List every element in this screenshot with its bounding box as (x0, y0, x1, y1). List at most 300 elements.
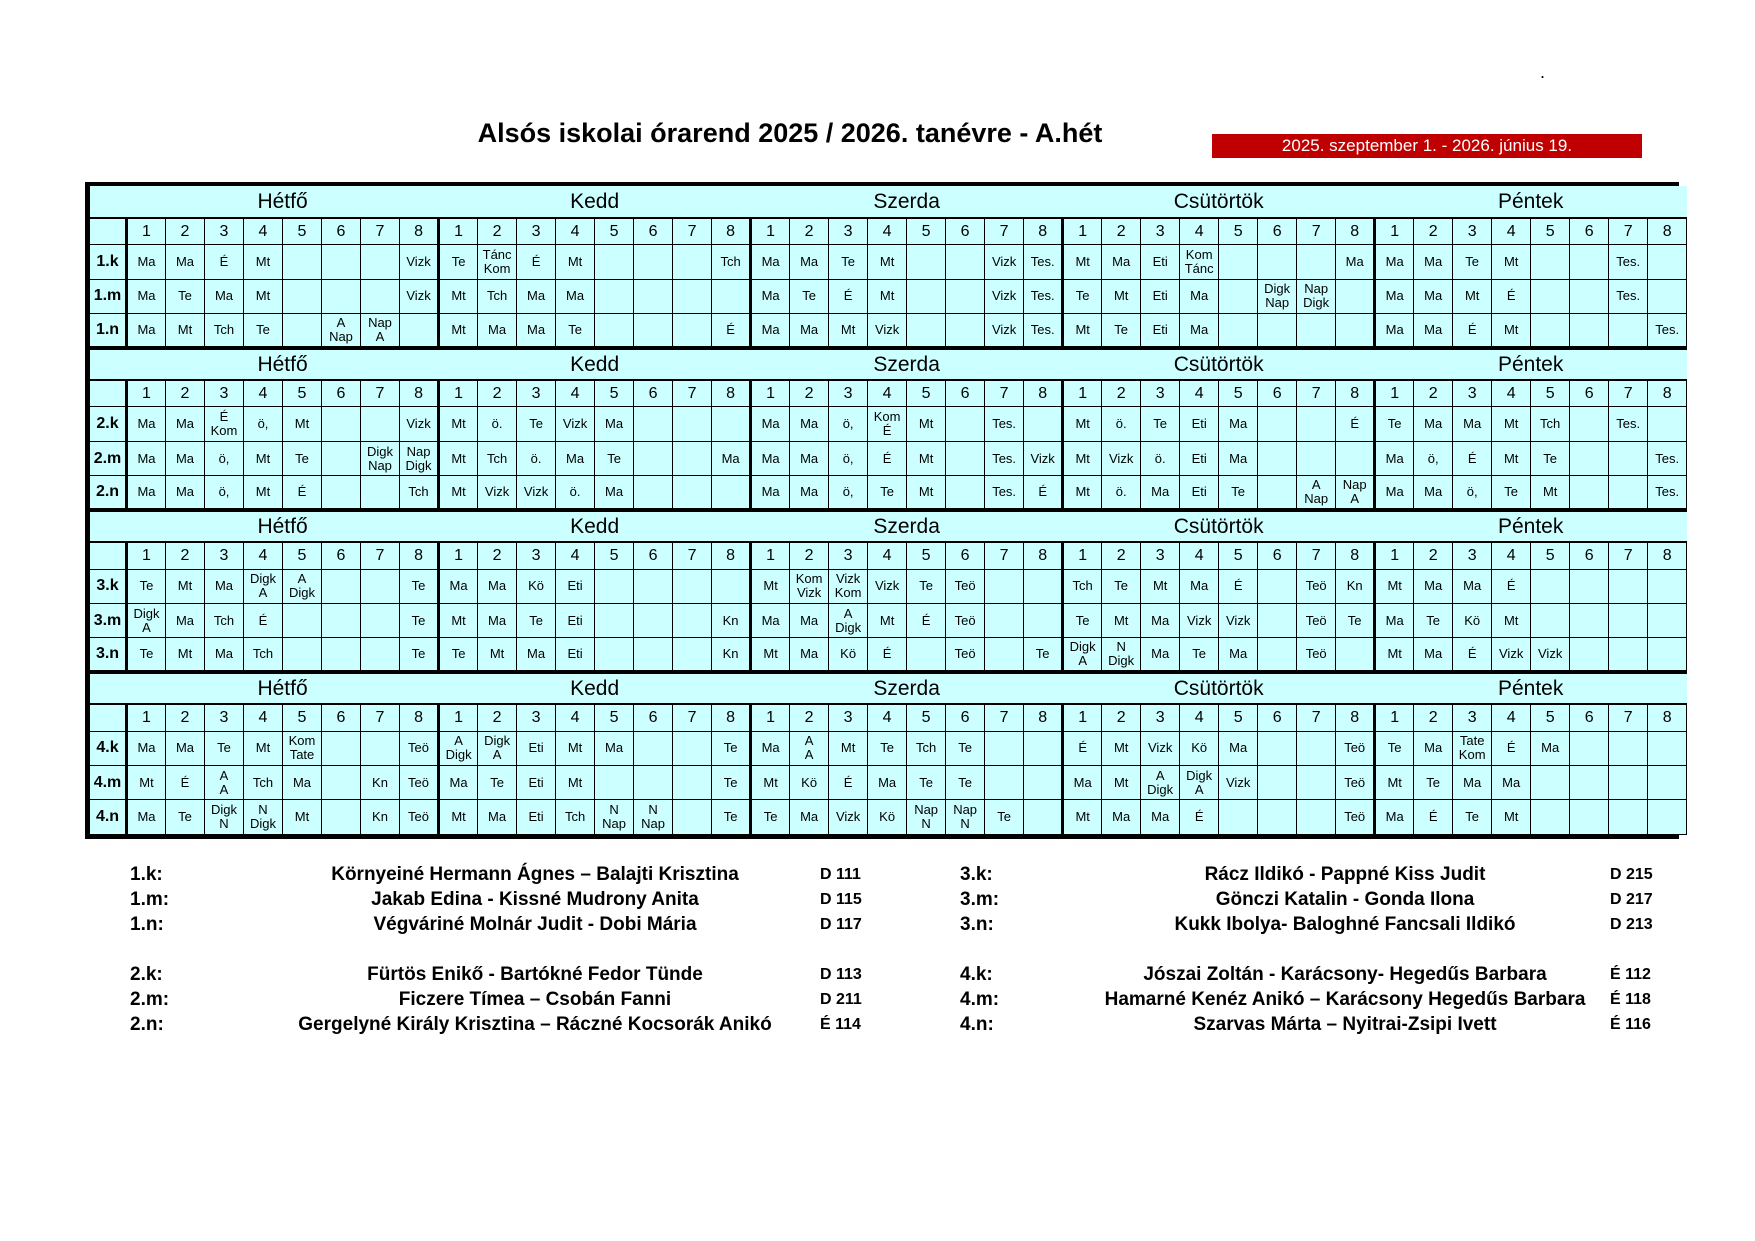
period-number: 8 (1024, 218, 1063, 245)
legend-class: 1.m: (130, 888, 170, 910)
day-header-row (90, 186, 1687, 218)
lesson-cell: Digk A (127, 603, 166, 637)
lesson-cell: Ma (1219, 407, 1258, 441)
lesson-cell: Kn (712, 638, 751, 672)
lesson-cell (1258, 476, 1297, 510)
period-number: 5 (1219, 542, 1258, 569)
period-number: 5 (1219, 218, 1258, 245)
lesson-cell: Te (712, 731, 751, 765)
period-number: 6 (1258, 380, 1297, 407)
day-header: Csütörtök (1063, 348, 1375, 380)
lesson-cell (1258, 407, 1297, 441)
period-number: 3 (517, 218, 556, 245)
period-number: 7 (1609, 542, 1648, 569)
lesson-cell (712, 476, 751, 510)
lesson-cell (1570, 800, 1609, 835)
lesson-cell (1297, 441, 1336, 475)
class-teacher-legend (130, 862, 1710, 1037)
lesson-cell: Mt (1063, 245, 1102, 279)
lesson-cell (361, 603, 400, 637)
lesson-cell: Mt (244, 279, 283, 313)
period-number: 4 (244, 704, 283, 731)
lesson-cell: Nap A (1336, 476, 1375, 510)
lesson-cell: Te (907, 569, 946, 603)
lesson-cell (1570, 441, 1609, 475)
timetable-grid (89, 186, 1687, 835)
lesson-cell: Ma (556, 279, 595, 313)
period-number-row (90, 542, 1687, 569)
lesson-cell (361, 569, 400, 603)
lesson-cell: É (829, 279, 868, 313)
lesson-cell: Te (127, 638, 166, 672)
period-number: 3 (829, 704, 868, 731)
lesson-cell (1648, 638, 1687, 672)
lesson-cell: Ma (1063, 766, 1102, 800)
lesson-cell: Te (1063, 279, 1102, 313)
lesson-cell (673, 731, 712, 765)
lesson-cell: A Digk (829, 603, 868, 637)
legend-class: 1.n: (130, 913, 164, 935)
period-number: 1 (1375, 704, 1414, 731)
lesson-cell: Vizk (1102, 441, 1141, 475)
lesson-cell (361, 638, 400, 672)
lesson-cell: Mt (439, 314, 478, 348)
lesson-cell: ö. (556, 476, 595, 510)
lesson-cell: Tch (712, 245, 751, 279)
legend-teachers: Gönczi Katalin - Gonda Ilona (1215, 888, 1475, 910)
legend-row (130, 1012, 1710, 1037)
lesson-cell: Vizk (868, 569, 907, 603)
lesson-cell: Mt (439, 407, 478, 441)
lesson-cell: Te (244, 314, 283, 348)
lesson-cell: Mt (478, 638, 517, 672)
lesson-cell: Ma (751, 441, 790, 475)
lesson-cell: Mt (907, 441, 946, 475)
lesson-cell: Tch (205, 314, 244, 348)
period-number: 1 (1375, 218, 1414, 245)
lesson-cell: Mt (1102, 766, 1141, 800)
lesson-cell: Vizk (985, 314, 1024, 348)
lesson-cell: Vizk (1492, 638, 1531, 672)
period-number: 8 (712, 542, 751, 569)
day-header-row (90, 672, 1687, 704)
lesson-cell: Ma (556, 441, 595, 475)
period-number: 5 (595, 380, 634, 407)
lesson-cell: Mt (1492, 603, 1531, 637)
period-number: 5 (595, 704, 634, 731)
legend-room: D 111 (820, 865, 861, 883)
period-number: 4 (1180, 542, 1219, 569)
lesson-cell: Ma (478, 603, 517, 637)
period-number: 3 (1453, 704, 1492, 731)
lesson-cell: Ma (127, 245, 166, 279)
lesson-cell: Ma (439, 766, 478, 800)
lesson-cell: Mt (907, 476, 946, 510)
lesson-cell: N Nap (634, 800, 673, 835)
lesson-cell: Ma (1414, 638, 1453, 672)
legend-room: D 217 (1610, 890, 1653, 908)
lesson-cell: Eti (1141, 279, 1180, 313)
lesson-cell: Ma (751, 279, 790, 313)
period-number: 4 (244, 218, 283, 245)
period-number: 4 (868, 218, 907, 245)
lesson-cell (322, 731, 361, 765)
lesson-cell: N Digk (244, 800, 283, 835)
lesson-cell (1219, 800, 1258, 835)
lesson-cell: Te (595, 441, 634, 475)
lesson-cell (322, 407, 361, 441)
period-number: 2 (1414, 542, 1453, 569)
lesson-cell (985, 731, 1024, 765)
lesson-cell: Vizk (1180, 603, 1219, 637)
lesson-cell: Ma (127, 441, 166, 475)
day-header: Szerda (751, 348, 1063, 380)
lesson-cell: Ma (751, 731, 790, 765)
period-number: 4 (1492, 380, 1531, 407)
lesson-cell: Kn (361, 766, 400, 800)
lesson-cell (1024, 407, 1063, 441)
lesson-cell (1609, 569, 1648, 603)
lesson-cell: Ma (1531, 731, 1570, 765)
lesson-cell: Mt (1492, 314, 1531, 348)
period-number: 7 (985, 704, 1024, 731)
lesson-cell: Tch (478, 279, 517, 313)
lesson-cell: Tch (1531, 407, 1570, 441)
lesson-cell: Mt (1453, 279, 1492, 313)
lesson-cell: ö, (829, 407, 868, 441)
lesson-cell: Eti (517, 766, 556, 800)
lesson-cell: Ma (1336, 245, 1375, 279)
lesson-cell (322, 603, 361, 637)
day-header-spacer (90, 348, 127, 380)
lesson-cell (1570, 766, 1609, 800)
lesson-cell: Teö (1297, 603, 1336, 637)
period-number: 7 (361, 542, 400, 569)
lesson-cell: Te (1102, 569, 1141, 603)
day-header-spacer (90, 510, 127, 542)
lesson-cell: ö. (1102, 407, 1141, 441)
period-number: 6 (322, 218, 361, 245)
lesson-cell: Teö (946, 638, 985, 672)
lesson-cell: Te (439, 245, 478, 279)
class-label: 2.m (90, 441, 127, 475)
period-number: 2 (1102, 704, 1141, 731)
lesson-cell: Mt (1492, 441, 1531, 475)
period-number: 4 (1180, 704, 1219, 731)
lesson-cell (1024, 569, 1063, 603)
lesson-cell: Te (790, 279, 829, 313)
lesson-cell (283, 245, 322, 279)
lesson-cell: Te (517, 407, 556, 441)
lesson-cell: É (1219, 569, 1258, 603)
lesson-cell: Eti (1180, 476, 1219, 510)
lesson-cell: Te (1414, 766, 1453, 800)
class-row (90, 245, 1687, 279)
period-row-spacer (90, 218, 127, 245)
lesson-cell: Ma (1414, 407, 1453, 441)
lesson-cell: Te (1141, 407, 1180, 441)
lesson-cell: Mt (283, 800, 322, 835)
lesson-cell: É (517, 245, 556, 279)
lesson-cell: Ma (166, 603, 205, 637)
lesson-cell: Tes. (1609, 279, 1648, 313)
period-number: 6 (946, 542, 985, 569)
lesson-cell: Ma (1219, 638, 1258, 672)
lesson-cell (1570, 476, 1609, 510)
lesson-cell: Ma (712, 441, 751, 475)
lesson-cell: É (1492, 569, 1531, 603)
lesson-cell (1336, 441, 1375, 475)
period-number: 2 (166, 542, 205, 569)
period-number: 3 (829, 380, 868, 407)
lesson-cell: Ma (439, 569, 478, 603)
lesson-cell: Mt (1063, 476, 1102, 510)
period-number: 1 (127, 380, 166, 407)
lesson-cell: Ma (790, 800, 829, 835)
lesson-cell (1336, 279, 1375, 313)
lesson-cell (1336, 314, 1375, 348)
lesson-cell: Ma (517, 638, 556, 672)
lesson-cell: Tes. (1648, 476, 1687, 510)
legend-room: D 213 (1610, 915, 1653, 933)
period-number: 7 (361, 218, 400, 245)
lesson-cell: Ma (790, 603, 829, 637)
period-number: 7 (1297, 542, 1336, 569)
period-number: 1 (751, 380, 790, 407)
lesson-cell (946, 407, 985, 441)
period-number: 5 (1531, 218, 1570, 245)
period-number: 6 (634, 542, 673, 569)
page-title: Alsós iskolai órarend 2025 / 2026. tanévre - A.hét (477, 118, 1103, 148)
period-number: 8 (400, 218, 439, 245)
lesson-cell: Digk N (205, 800, 244, 835)
period-number: 3 (205, 542, 244, 569)
period-number: 4 (868, 704, 907, 731)
lesson-cell: A Digk (283, 569, 322, 603)
lesson-cell: Ma (1492, 766, 1531, 800)
lesson-cell: Te (1180, 638, 1219, 672)
class-label: 1.n (90, 314, 127, 348)
period-number: 1 (1063, 704, 1102, 731)
period-number: 7 (361, 380, 400, 407)
lesson-cell: A Digk (1141, 766, 1180, 800)
lesson-cell: Nap Digk (400, 441, 439, 475)
lesson-cell (361, 245, 400, 279)
period-number: 3 (205, 380, 244, 407)
lesson-cell: Te (1219, 476, 1258, 510)
day-header: Péntek (1375, 510, 1687, 542)
lesson-cell: Eti (517, 731, 556, 765)
class-label: 1.k (90, 245, 127, 279)
lesson-cell: Ma (127, 279, 166, 313)
period-number: 8 (1336, 218, 1375, 245)
lesson-cell: Te (478, 766, 517, 800)
lesson-cell (1609, 731, 1648, 765)
lesson-cell: Mt (751, 766, 790, 800)
lesson-cell: É (166, 766, 205, 800)
lesson-cell (595, 569, 634, 603)
lesson-cell: É (244, 603, 283, 637)
lesson-cell: Ma (205, 569, 244, 603)
lesson-cell: Tch (556, 800, 595, 835)
period-number: 6 (1570, 542, 1609, 569)
period-number: 2 (478, 380, 517, 407)
legend-teachers: Kukk Ibolya- Baloghné Fancsali Ildikó (1174, 913, 1516, 935)
lesson-cell: Ma (166, 245, 205, 279)
lesson-cell: Mt (868, 603, 907, 637)
period-number: 2 (166, 380, 205, 407)
lesson-cell: Mt (1375, 766, 1414, 800)
lesson-cell: Te (1414, 603, 1453, 637)
lesson-cell (322, 441, 361, 475)
class-label: 3.n (90, 638, 127, 672)
lesson-cell: Te (985, 800, 1024, 835)
lesson-cell (1531, 314, 1570, 348)
period-number: 2 (1102, 542, 1141, 569)
period-number: 4 (556, 704, 595, 731)
lesson-cell (1297, 314, 1336, 348)
lesson-cell: Ma (1180, 279, 1219, 313)
lesson-cell (1258, 441, 1297, 475)
period-number: 3 (517, 380, 556, 407)
period-number: 8 (1024, 380, 1063, 407)
lesson-cell (1648, 800, 1687, 835)
lesson-cell: É (907, 603, 946, 637)
lesson-cell (1297, 766, 1336, 800)
period-number: 3 (1141, 218, 1180, 245)
legend-row (130, 987, 1710, 1012)
lesson-cell (595, 314, 634, 348)
lesson-cell: Te (1531, 441, 1570, 475)
class-row (90, 476, 1687, 510)
lesson-cell: Mt (1063, 407, 1102, 441)
lesson-cell: Ma (127, 476, 166, 510)
lesson-cell (1648, 245, 1687, 279)
period-number: 2 (1102, 380, 1141, 407)
legend-teachers: Jószai Zoltán - Karácsony- Hegedűs Barbara (1143, 963, 1547, 985)
lesson-cell: Vizk (985, 279, 1024, 313)
lesson-cell (907, 638, 946, 672)
period-number: 5 (1531, 704, 1570, 731)
lesson-cell (907, 245, 946, 279)
lesson-cell (322, 476, 361, 510)
class-label: 2.n (90, 476, 127, 510)
lesson-cell: ö, (1414, 441, 1453, 475)
lesson-cell: Te (1063, 603, 1102, 637)
lesson-cell: Ma (1414, 245, 1453, 279)
lesson-cell: Te (868, 476, 907, 510)
period-number: 6 (634, 380, 673, 407)
period-number: 8 (1648, 704, 1687, 731)
lesson-cell: Kö (868, 800, 907, 835)
lesson-cell: Ma (517, 279, 556, 313)
lesson-cell: Tch (244, 766, 283, 800)
lesson-cell: Mt (1102, 279, 1141, 313)
lesson-cell: Ma (1141, 638, 1180, 672)
day-header: Kedd (439, 348, 751, 380)
lesson-cell: Ma (1102, 800, 1141, 835)
lesson-cell (1258, 569, 1297, 603)
period-number: 6 (946, 218, 985, 245)
period-number: 8 (1648, 218, 1687, 245)
class-label: 3.m (90, 603, 127, 637)
lesson-cell: É (283, 476, 322, 510)
legend-teachers: Fürtös Enikő - Bartókné Fedor Tünde (367, 963, 703, 985)
lesson-cell: É (1453, 441, 1492, 475)
lesson-cell: Ma (1219, 731, 1258, 765)
lesson-cell: ö, (1453, 476, 1492, 510)
lesson-cell: É (1453, 638, 1492, 672)
class-row (90, 800, 1687, 835)
legend-class: 2.m: (130, 988, 170, 1010)
lesson-cell: Te (829, 245, 868, 279)
lesson-cell (1648, 766, 1687, 800)
period-row-spacer (90, 380, 127, 407)
lesson-cell: Ma (790, 407, 829, 441)
period-number: 5 (283, 218, 322, 245)
lesson-cell (946, 441, 985, 475)
lesson-cell: Ma (595, 407, 634, 441)
lesson-cell: Mt (1375, 638, 1414, 672)
period-number: 7 (1297, 218, 1336, 245)
lesson-cell: Ma (1141, 476, 1180, 510)
lesson-cell: Eti (1180, 441, 1219, 475)
lesson-cell: Mt (829, 314, 868, 348)
day-header: Kedd (439, 186, 751, 218)
lesson-cell: Ma (1414, 279, 1453, 313)
lesson-cell: Digk Nap (361, 441, 400, 475)
period-number: 2 (478, 542, 517, 569)
period-number: 4 (868, 542, 907, 569)
day-header-row (90, 348, 1687, 380)
lesson-cell (1648, 603, 1687, 637)
lesson-cell: Eti (517, 800, 556, 835)
legend-teachers: Ficzere Tímea – Csobán Fanni (398, 988, 672, 1010)
legend-row (130, 887, 1710, 912)
lesson-cell (400, 314, 439, 348)
lesson-cell: Mt (868, 279, 907, 313)
class-label: 2.k (90, 407, 127, 441)
period-number: 4 (556, 542, 595, 569)
lesson-cell: Kö (517, 569, 556, 603)
lesson-cell (673, 441, 712, 475)
lesson-cell: A A (205, 766, 244, 800)
lesson-cell (1258, 603, 1297, 637)
legend-spacer (130, 937, 1710, 962)
period-number: 1 (1375, 380, 1414, 407)
lesson-cell: Ma (478, 314, 517, 348)
period-number: 3 (517, 704, 556, 731)
lesson-cell: É (829, 766, 868, 800)
lesson-cell: Ma (790, 314, 829, 348)
lesson-cell: Mt (166, 314, 205, 348)
lesson-cell: Ma (283, 766, 322, 800)
lesson-cell: Teö (1336, 766, 1375, 800)
lesson-cell (946, 279, 985, 313)
period-number: 1 (439, 218, 478, 245)
lesson-cell: É (1453, 314, 1492, 348)
lesson-cell: Teö (1336, 800, 1375, 835)
lesson-cell: Teö (1336, 731, 1375, 765)
period-number: 6 (1570, 704, 1609, 731)
lesson-cell (673, 407, 712, 441)
lesson-cell: ö, (205, 441, 244, 475)
lesson-cell (673, 476, 712, 510)
lesson-cell: Mt (1375, 569, 1414, 603)
period-number: 8 (400, 704, 439, 731)
lesson-cell (907, 314, 946, 348)
period-number: 7 (985, 218, 1024, 245)
